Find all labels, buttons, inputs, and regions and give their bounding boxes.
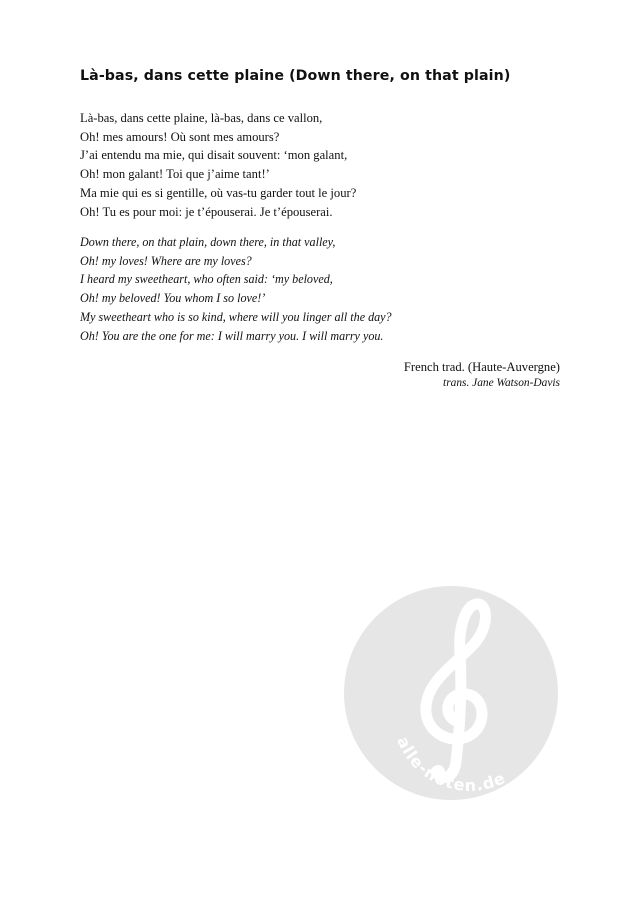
source-attribution: French trad. (Haute-Auvergne) (403, 360, 560, 374)
french-lyrics (80, 109, 356, 221)
lyric-line: J’ai entendu ma mie, qui disait souvent: ‘mon galant, (80, 148, 348, 163)
translation-line: I heard my sweetheart, who often said: ‘my beloved, (80, 272, 333, 287)
lyric-line: Oh! mon galant! Toi que j’aime tant!’ (80, 167, 270, 182)
translation-line: Down there, on that plain, down there, in that valley, (80, 235, 336, 249)
watermark-text: alle-noten.de (393, 733, 509, 795)
translator-credit: trans. Jane Watson-Davis (443, 377, 560, 389)
lyric-line: Ma mie qui es si gentille, où vas-tu garder tout le jour? (80, 185, 357, 200)
lyric-line: Là-bas, dans cette plaine, là-bas, dans ce vallon, (80, 111, 323, 125)
lyric-line: Oh! mes amours! Où sont mes amours? (80, 129, 280, 144)
translation-line: Oh! my loves! Where are my loves? (80, 253, 252, 268)
page-title: Là-bas, dans cette plaine (Down there, on that plain) (80, 68, 511, 84)
translation-line: Oh! You are the one for me: I will marry you. I will marry you. (80, 328, 384, 343)
translation-line: Oh! my beloved! You whom I so love!’ (80, 291, 266, 306)
lyric-line: Oh! Tu es pour moi: je t’épouserai. Je t’épouserai. (80, 204, 333, 219)
english-translation (80, 233, 392, 345)
translation-line: My sweetheart who is so kind, where will you linger all the day? (80, 309, 392, 324)
treble-clef-watermark-icon (344, 586, 558, 800)
